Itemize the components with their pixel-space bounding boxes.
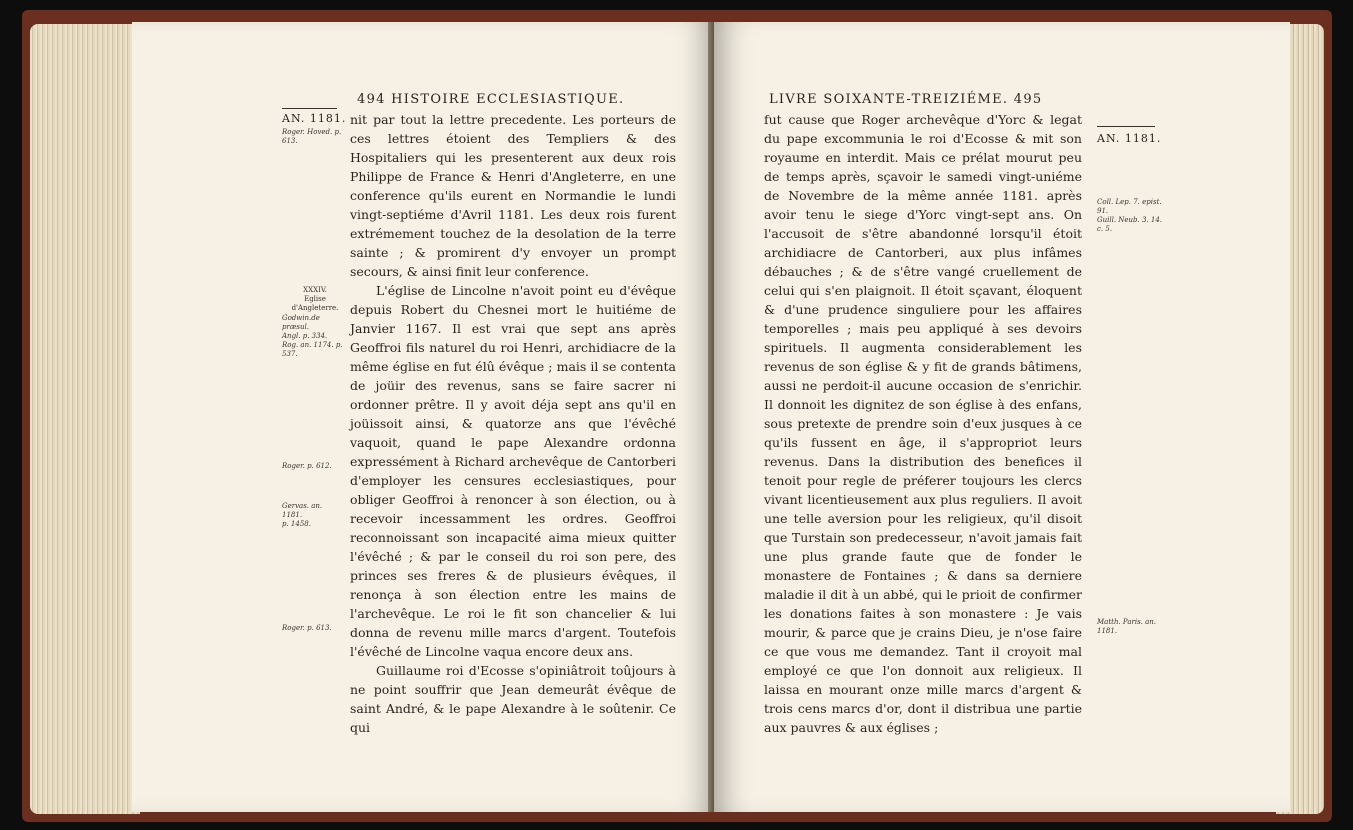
margin-note: Gervas. an. 1181. p. 1458. [282, 502, 323, 528]
left-page [132, 22, 714, 812]
right-running-title: LIVRE SOIXANTE-TREIZIÉME. [769, 92, 1009, 107]
book [22, 10, 1332, 822]
left-page-number: 494 [357, 92, 386, 107]
paragraph: nit par tout la lettre precedente. Les porteurs de ces lettres étoient des Templiers & des Hospitaliers qui les presenterent aux deux rois Philippe de France & Henri d'Angleterre, en une conference qu'ils eurent en Normandie le lundi vingt-septiéme d'Avril 1181. Les deux rois furent extrémement touchez de la desolation de la terre sainte ; & promirent d'y envoyer un prompt secours, & ainsi finit leur conference. [350, 112, 676, 279]
paragraph: fut cause que Roger archevêque d'Yorc & legat du pape excommunia le roi d'Ecosse & mit son royaume en interdit. Mais ce prélat mourut peu de temps après, sçavoir le samedi vingt-uniéme de Novembre de la même année 1181. après avoir tenu le siege d'Yorc vingt-sept ans. On l'accusoit de s'être abandonné lorsqu'il étoit archidiacre de Cantorberi, aux plus infâmes débauches ; & de s'être vangé cruellement de celui qui s'en plaignoit. Il étoit sçavant, éloquent & d'une prudence singuliere pour les affaires temporelles ; mais peu appliqué à ses devoirs spirituels. Il augmenta considerablement les revenus de son église & y fit de grands bâtimens, aussi ne perdoit-il aucune occasion de s'enrichir. Il donnoit les dignitez de son église à des enfans, sous pretexte de prendre soin d'eux jusques à ce qu'ils fussent en âge, il s'appropriot leurs revenus. Dans la distribution des benefices il tenoit pour regle de préferer toujours les clercs vivant licentieusement aux plus reguliers. Il avoit une telle aversion pour les religieux, qu'il disoit que Turstain son predecesseur, n'avoit jamais fait une plus grande faute que de fonder le monastere de Fontaines ; & dans sa derniere maladie il dit à un abbé, qui le prioit de confirmer les donations faites à son monastere : Je vais mourir, & parce que je crains Dieu, je n'ose faire ce que vous me demandez. Tant il croyoit mal employé ce que l'on donnoit aux religieux. Il laissa en mourant onze mille marcs d'argent & trois cens marcs d'or, dont il distribua une partie aux pauvres & aux églises ; [764, 112, 1082, 735]
margin-note: Godwin.de præsul. Angl. p. 334. Rog. an. 1174. p. 537. [282, 314, 343, 358]
margin-note: Roger. Hoved. p. 613. [282, 128, 342, 145]
right-running-head [769, 92, 1042, 107]
margin-note: Coll. Lep. 7. epist. 91. Guill. Neub. 3. 14. c. 5. [1097, 198, 1163, 233]
right-margin-rule [1097, 126, 1155, 127]
margin-note: Matth. Paris. an. 1181. [1097, 618, 1157, 635]
paragraph: Guillaume roi d'Ecosse s'opiniâtroit toûjours à ne point souffrir que Jean demeurât évêque de saint André, & le pape Alexandre à le soûtenir. Ce qui [350, 663, 676, 735]
left-margin-rule [282, 108, 337, 109]
margin-note: XXXIV. Eglise d'Angleterre. [291, 286, 339, 312]
right-body-text [764, 110, 1082, 737]
left-running-head [357, 92, 625, 107]
margin-note: Roger. p. 612. [282, 462, 332, 470]
paragraph: L'église de Lincolne n'avoit point eu d'évêque depuis Robert du Chesnei mort le huitiéme de Janvier 1167. Il est vrai que sept ans après Geoffroi fils naturel du roi Henri, archidiacre de la même église en fut élû évêque ; mais il se contenta de joüir des revenus, sans se faire sacrer ni ordonner prêtre. Il y avoit déja sept ans qu'il en joüissoit ainsi, & quatorze ans que l'évêché vaquoit, quand le pape Alexandre ordonna expressément à Richard archevêque de Cantorberi d'employer les censures ecclesiastiques, pour obliger Geoffroi à renoncer à son élection, ou à recevoir incessamment les ordres. Geoffroi reconnoissant son incapacité aima mieux quitter l'évêché ; & par le conseil du roi son pere, des princes ses freres & de plusieurs évêques, il renonça à son élection entre les mains de l'archevêque. Le roi le fit son chancelier & lui donna de revenu mille marcs d'argent. Toutefois l'évêché de Lincolne vaqua encore deux ans. [350, 283, 676, 659]
left-running-title: HISTOIRE ECCLESIASTIQUE. [391, 92, 625, 107]
right-page [714, 22, 1290, 812]
left-year-annotation: AN. 1181. [282, 112, 347, 125]
left-body-text [350, 110, 676, 737]
left-page-edges [30, 24, 140, 814]
right-year-annotation: AN. 1181. [1097, 132, 1162, 145]
right-page-number: 495 [1013, 92, 1043, 107]
margin-note: Roger. p. 613. [282, 624, 332, 632]
